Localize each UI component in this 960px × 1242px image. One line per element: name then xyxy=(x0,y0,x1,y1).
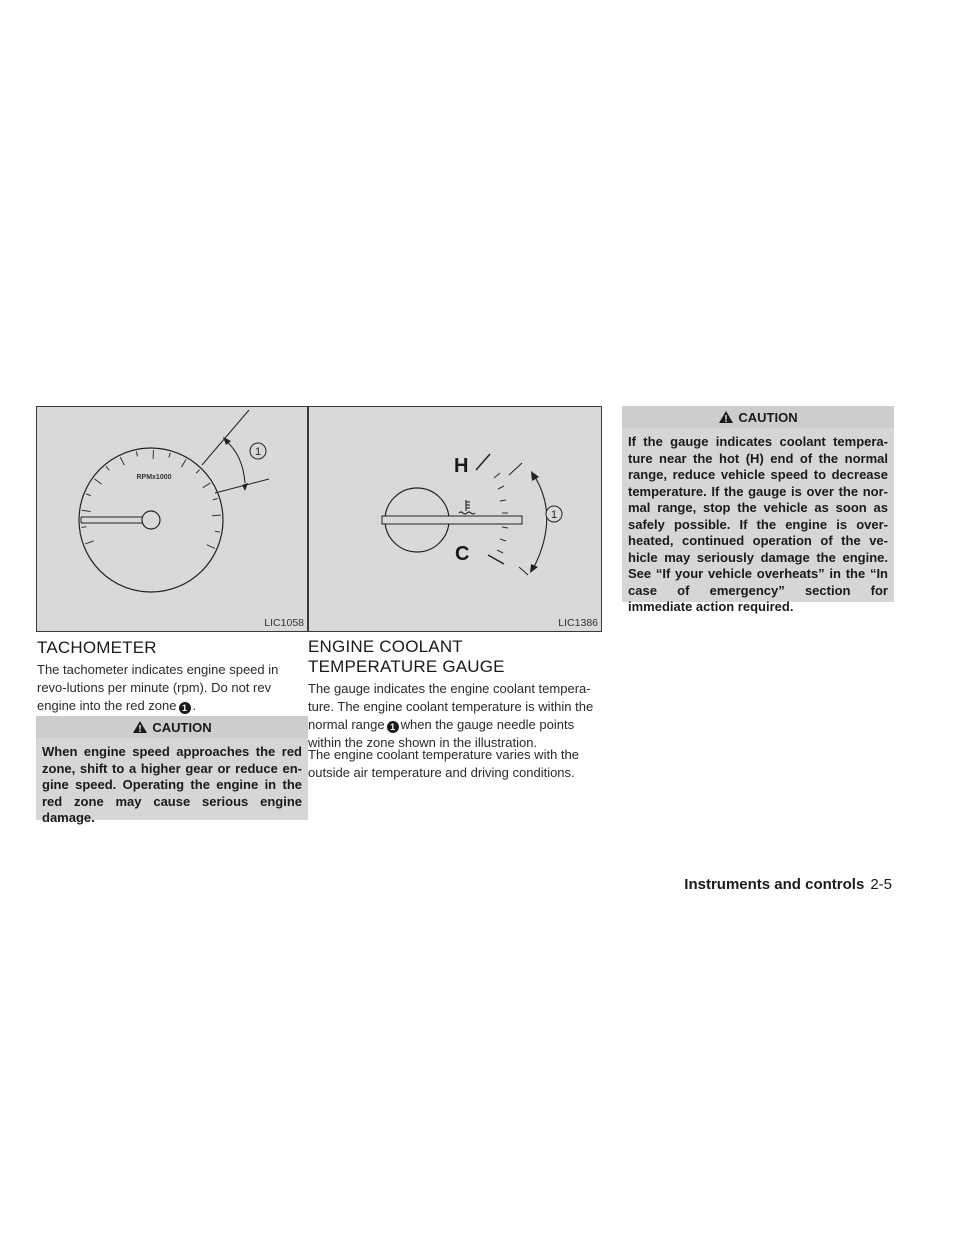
caution-text: If the gauge indicates coolant tempera-ture near the hot (H) end of the normal range, reduce vehicle speed to decrease temperature. If the gauge is over the nor-mal range, stop the vehicle as soon as safely possible. If the engine is over-heated, continued operation of the ve-hicle may seriously damage the engine. See “If your vehicle overheats” in the “In case of emergency” section for immediate action required. xyxy=(628,434,888,614)
dial-tick xyxy=(82,510,91,511)
figure-id: LIC1058 xyxy=(264,617,304,629)
tachometer-text-end: . xyxy=(192,698,197,713)
coolant-heading: ENGINE COOLANT TEMPERATURE GAUGE xyxy=(308,637,505,676)
caution-label: CAUTION xyxy=(738,409,798,425)
dial-tick xyxy=(207,545,215,549)
footer-section-title: Instruments and controls xyxy=(684,876,865,893)
gauge-tick xyxy=(498,486,504,489)
dial-tick xyxy=(94,479,101,484)
caution-header xyxy=(36,716,308,738)
dial-tick xyxy=(182,459,187,467)
tachometer-figure xyxy=(36,406,308,632)
gauge-tick xyxy=(502,527,508,528)
tachometer-callout: 1 xyxy=(254,446,262,458)
cold-label: C xyxy=(455,543,470,565)
coolant-temperature-icon xyxy=(459,500,475,514)
tachometer-heading: TACHOMETER xyxy=(37,638,157,657)
dial-tick xyxy=(136,452,137,457)
tachometer-text: The tachometer indicates engine speed in revo-lutions per minute (rpm). Do not rev engine into the red zone xyxy=(37,662,279,713)
figure-id: LIC1386 xyxy=(558,617,598,629)
caution-header xyxy=(622,406,894,428)
gauge-tick xyxy=(497,550,503,553)
gauge-tick xyxy=(494,473,500,478)
dial-tick xyxy=(212,515,221,516)
callout-marker: 1 xyxy=(179,702,191,714)
dial-tick xyxy=(86,494,91,496)
gauge-tick xyxy=(500,500,506,501)
coolant-paragraph-2: The engine coolant temperature varies with the outside air temperature and driving conditions. xyxy=(308,747,579,780)
hot-label: H xyxy=(454,455,469,477)
dial-tick xyxy=(120,457,124,465)
coolant-text: The gauge indicates the engine coolant tempera-ture. The engine coolant temperature is within the normal range xyxy=(308,681,594,732)
dial-tick xyxy=(215,531,220,532)
tachometer-illustration xyxy=(37,407,309,633)
coolant-callout: 1 xyxy=(550,509,558,521)
coolant-text-end: when the gauge needle points within the zone shown in the illustration. xyxy=(308,717,575,750)
dial-tick xyxy=(213,498,218,500)
dial-tick xyxy=(169,453,170,458)
gauge-tick xyxy=(500,539,506,541)
warning-icon xyxy=(132,720,148,734)
dial-tick xyxy=(106,466,109,470)
caution-text: When engine speed approaches the red zone, shift to a higher gear or reduce en-gine speed. Operating the engine in the red zone may cause serious engine damage. xyxy=(42,744,302,825)
dial-tick xyxy=(196,470,199,474)
tachometer-gauge-label: RPMx1000 xyxy=(136,474,172,481)
page-footer xyxy=(684,876,892,893)
coolant-gauge-illustration xyxy=(309,407,603,633)
dial-tick xyxy=(203,483,211,488)
callout-marker: 1 xyxy=(387,721,399,733)
tachometer-caution-box xyxy=(36,716,308,825)
coolant-caution-box xyxy=(622,406,894,614)
warning-icon xyxy=(718,410,734,424)
tachometer-paragraph xyxy=(37,661,308,715)
coolant-gauge-figure xyxy=(308,406,602,632)
dial-tick xyxy=(85,541,93,544)
coolant-paragraph-1 xyxy=(308,680,602,752)
caution-label: CAUTION xyxy=(152,719,212,735)
dial-tick xyxy=(81,527,86,528)
page-number: 2-5 xyxy=(870,876,892,893)
